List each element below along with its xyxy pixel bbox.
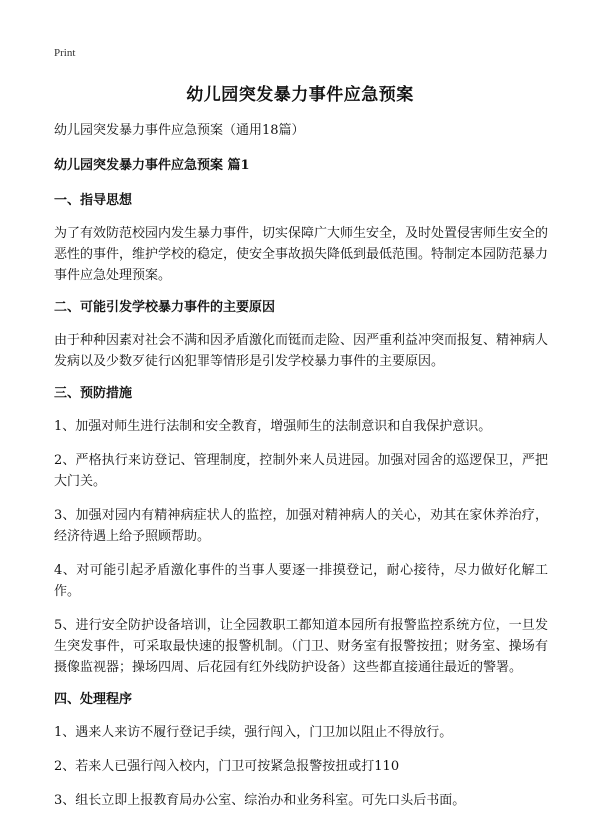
section-heading: 三、预防措施: [54, 386, 133, 401]
list-item: 3、加强对园内有精神病症状人的监控，加强对精神病人的关心，劝其在家休养治疗，经济待遇上给予照顾帮助。: [54, 508, 548, 544]
paragraph: 由于种种因素对社会不满和因矛盾激化而铤而走险、因严重利益冲突而报复、精神病人发病以及少数歹徒行凶犯罪等情形是引发学校暴力事件的主要原因。: [54, 333, 549, 369]
list-item: 2、若来人已强行闯入校内，门卫可按紧急报警按扭或打110: [54, 759, 400, 774]
print-label[interactable]: Print: [54, 47, 76, 59]
list-item: 5、进行安全防护设备培训，让全园教职工都知道本园所有报警监控系统方位，一旦发生突发事件，可采取最快速的报警机制。（门卫、财务室有报警按扭；财务室、操场有摄像监视器；操场四周、后花园有红外线防护设备）这些都直接通往最近的警署。: [54, 618, 548, 675]
paragraph: 为了有效防范校园内发生暴力事件，切实保障广大师生安全，及时处置侵害师生安全的恶性的事件，维护学校的稳定，使安全事故损失降低到最低范围。特制定本园防范暴力事件应急处理预案。: [54, 226, 549, 283]
section-heading: 二、可能引发学校暴力事件的主要原因: [54, 300, 276, 315]
section-preventive-measures: [54, 385, 548, 678]
section-guiding-ideology: [54, 192, 548, 286]
section-heading: 四、处理程序: [54, 692, 133, 707]
part-title: 幼儿园突发暴力事件应急预案 篇1: [54, 158, 250, 173]
list-item: 2、严格执行来访登记、管理制度，控制外来人员进园。加强对园舍的巡逻保卫，严把大门关。: [54, 453, 548, 489]
section-heading: 一、指导思想: [54, 193, 133, 208]
list-item: 3、组长立即上报教育局办公室、综治办和业务科室。可先口头后书面。: [54, 793, 466, 808]
document-body: [54, 122, 548, 824]
document-title: 幼儿园突发暴力事件应急预案: [186, 85, 414, 105]
section-handling-procedure: [54, 691, 548, 811]
section-main-causes: [54, 299, 548, 372]
document-subtitle: 幼儿园突发暴力事件应急预案（通用18篇）: [54, 123, 305, 138]
list-item: 4、对可能引起矛盾激化事件的当事人要逐一排摸登记，耐心接待，尽力做好化解工作。: [54, 563, 548, 599]
list-item: 1、加强对师生进行法制和安全教育，增强师生的法制意识和自我保护意识。: [54, 419, 492, 434]
list-item: 1、遇来人来访不履行登记手续，强行闯入，门卫加以阻止不得放行。: [54, 725, 453, 740]
